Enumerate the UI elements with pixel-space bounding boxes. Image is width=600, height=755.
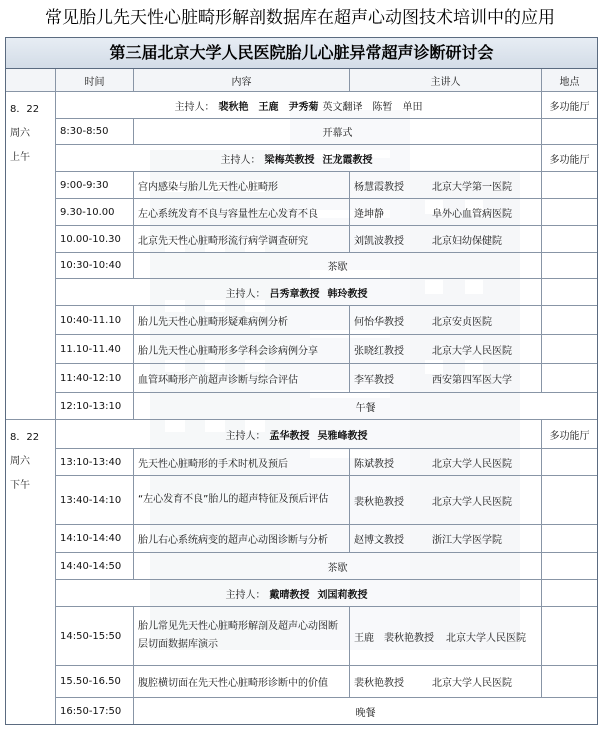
header-venue: 地点 [542,69,597,91]
host-label: 主持人： [174,101,215,113]
afternoon-weekday: 周六 [10,456,30,467]
host-label: 主持人： [225,430,266,442]
lunch-label: 午餐 [355,402,376,414]
talk-topic: 腹腔横切面在先天性心脏畸形诊断中的价值 [134,666,350,697]
speaker-name: 刘凯波教授 [354,235,404,247]
talk-topic: 胎儿右心系统病变的超声心动图诊断与分析 [134,525,350,552]
header-content: 内容 [134,69,350,91]
host-label: 主持人： [225,288,266,300]
host-name: 戴晴教授 [269,589,310,601]
venue-blank [542,580,597,606]
host-row [56,279,597,306]
talk-time: 10:40-11.10 [56,306,134,334]
venue-blank [542,226,597,252]
header-blank [6,69,56,91]
host-label: 主持人： [220,154,261,166]
host-row [56,580,597,607]
talk-time: 14:50-15:50 [56,607,134,665]
host-cell [56,580,542,606]
talk-row [56,306,597,335]
venue-blank [542,476,597,524]
host-name: 梁梅英教授 [264,154,315,166]
opening-time: 8:30-8:50 [56,119,134,144]
afternoon-date: 8．22 [10,432,40,443]
host-name: 刘国莉教授 [317,589,368,601]
break-label: 茶歇 [134,253,542,278]
break-label: 茶歇 [134,553,542,579]
talk-topic: 先天性心脏畸形的手术时机及预后 [134,449,350,475]
morning-session [6,92,597,420]
break-row [56,553,597,580]
talk-row [56,607,597,666]
conference-title: 第三届北京大学人民医院胎儿心脏异常超声诊断研讨会 [6,38,597,69]
break-time: 10:30-10:40 [56,253,134,278]
talk-speaker [350,306,542,334]
talk-topic: 胎儿先天性心脏畸形多学科会诊病例分享 [134,335,350,363]
talk-topic: 血管环畸形产前超声诊断与综合评估 [134,364,350,392]
dinner-label: 晚餐 [355,707,376,719]
morning-period: 上午 [10,152,30,163]
venue-blank [542,553,597,579]
morning-date-cell [6,92,56,419]
afternoon-session [6,420,597,724]
talk-time: 10.00-10.30 [56,226,134,252]
talk-speaker [350,607,542,665]
talk-topic: “左心发育不良”胎儿的超声特征及预后评估 [134,476,350,524]
talk-time: 13:10-13:40 [56,449,134,475]
break-time: 14:40-14:50 [56,553,134,579]
lunch-row [56,393,597,419]
talk-row [56,364,597,393]
host-name: 韩玲教授 [327,288,368,300]
speaker-org: 北京大学人民医院 [432,496,512,508]
venue-cell: 多功能厅 [549,430,590,442]
dinner-row [56,698,597,724]
host-label: 主持人： [225,589,266,601]
talk-speaker [350,226,542,252]
venue-blank [542,335,597,363]
talk-speaker [350,666,542,697]
talk-speaker [350,525,542,552]
talk-topic: 左心系统发育不良与容量性左心发育不良 [134,199,350,225]
speaker-org: 北京大学人民医院 [432,345,512,357]
talk-row [56,172,597,199]
opening-host-row [56,92,597,119]
talk-row [56,226,597,253]
host-name: 汪龙霞教授 [322,154,373,166]
host-row [56,145,597,172]
talk-speaker [350,476,542,524]
speaker-org: 北京大学人民医院 [446,632,526,644]
talk-row [56,199,597,226]
speaker-org: 北京大学第一医院 [432,181,512,193]
opening-host [56,92,542,118]
venue-blank [542,253,597,278]
talk-time: 9:00-9:30 [56,172,134,198]
header-row [6,69,597,92]
page-title: 常见胎儿先天性心脏畸形解剖数据库在超声心动图技术培训中的应用 [45,8,555,28]
host-name: 吴雅峰教授 [317,430,368,442]
host-row [56,420,597,449]
talk-row [56,525,597,553]
talk-time: 9.30-10.00 [56,199,134,225]
venue-blank [542,172,597,198]
speaker-name: 杨慧霞教授 [354,181,404,193]
afternoon-date-cell [6,420,56,724]
translator-names: 英文翻译 陈暂 单田 [322,101,423,113]
morning-weekday: 周六 [10,128,30,139]
talk-speaker [350,364,542,392]
dinner-time: 16:50-17:50 [56,698,134,724]
speaker-org: 北京安贞医院 [432,316,492,328]
venue-blank [542,607,597,665]
talk-time: 11.10-11.40 [56,335,134,363]
host-names: 裴秋艳 王鹿 尹秀菊 [218,101,319,113]
speaker-name: 裴秋艳教授 [354,678,404,689]
opening-row [56,119,597,145]
talk-speaker [350,449,542,475]
venue-blank [542,279,597,305]
host-name: 孟华教授 [269,430,310,442]
speaker-org: 阜外心血管病医院 [432,208,512,220]
opening-topic: 开幕式 [134,119,542,144]
speaker-name: 裴秋艳教授 [354,496,404,508]
afternoon-period: 下午 [10,480,30,491]
break-row [56,253,597,279]
venue-blank [542,666,597,697]
venue-blank [542,364,597,392]
talk-topic: 胎儿常见先天性心脏畸形解剖及超声心动图断层切面数据库演示 [134,607,350,665]
host-cell [56,420,542,448]
morning-date: 8．22 [10,104,40,115]
speaker-name: 陈斌教授 [354,458,394,470]
speaker-org: 北京大学人民医院 [432,678,512,689]
host-cell [56,145,542,171]
speaker-org: 西安第四军医大学 [432,374,512,386]
talk-topic: 胎儿先天性心脏畸形疑难病例分析 [134,306,350,334]
talk-speaker [350,199,542,225]
talk-time: 13:40-14:10 [56,476,134,524]
header-time: 时间 [56,69,134,91]
speaker-org: 北京妇幼保健院 [432,235,502,247]
venue-cell: 多功能厅 [549,154,590,166]
talk-row [56,666,597,698]
speaker-name: 张晓红教授 [354,345,404,357]
venue-blank [542,199,597,225]
talk-topic: 北京先天性心脏畸形流行病学调查研究 [134,226,350,252]
talk-row [56,335,597,364]
schedule-table [5,37,598,725]
talk-speaker [350,172,542,198]
talk-time: 11:40-12:10 [56,364,134,392]
venue-blank [542,306,597,334]
venue-blank [542,449,597,475]
speaker-name: 赵博文教授 [354,535,404,546]
venue-cell: 多功能厅 [549,101,590,113]
lunch-time: 12:10-13:10 [56,393,134,419]
speaker-name: 何怡华教授 [354,316,404,328]
talk-time: 14:10-14:40 [56,525,134,552]
talk-row [56,449,597,476]
talk-row [56,476,597,525]
speaker-org: 北京大学人民医院 [432,458,512,470]
host-name: 吕秀章教授 [269,288,320,300]
venue-blank [542,119,597,144]
speaker-name: 王鹿 裴秋艳教授 [354,632,434,644]
talk-topic: 宫内感染与胎儿先天性心脏畸形 [134,172,350,198]
venue-blank [542,525,597,552]
talk-speaker [350,335,542,363]
speaker-org: 浙江大学医学院 [432,535,502,546]
host-cell [56,279,542,305]
speaker-name: 李军教授 [354,374,394,386]
header-speaker: 主讲人 [350,69,542,91]
talk-time: 15.50-16.50 [56,666,134,697]
speaker-name: 逄坤静 [354,208,384,220]
